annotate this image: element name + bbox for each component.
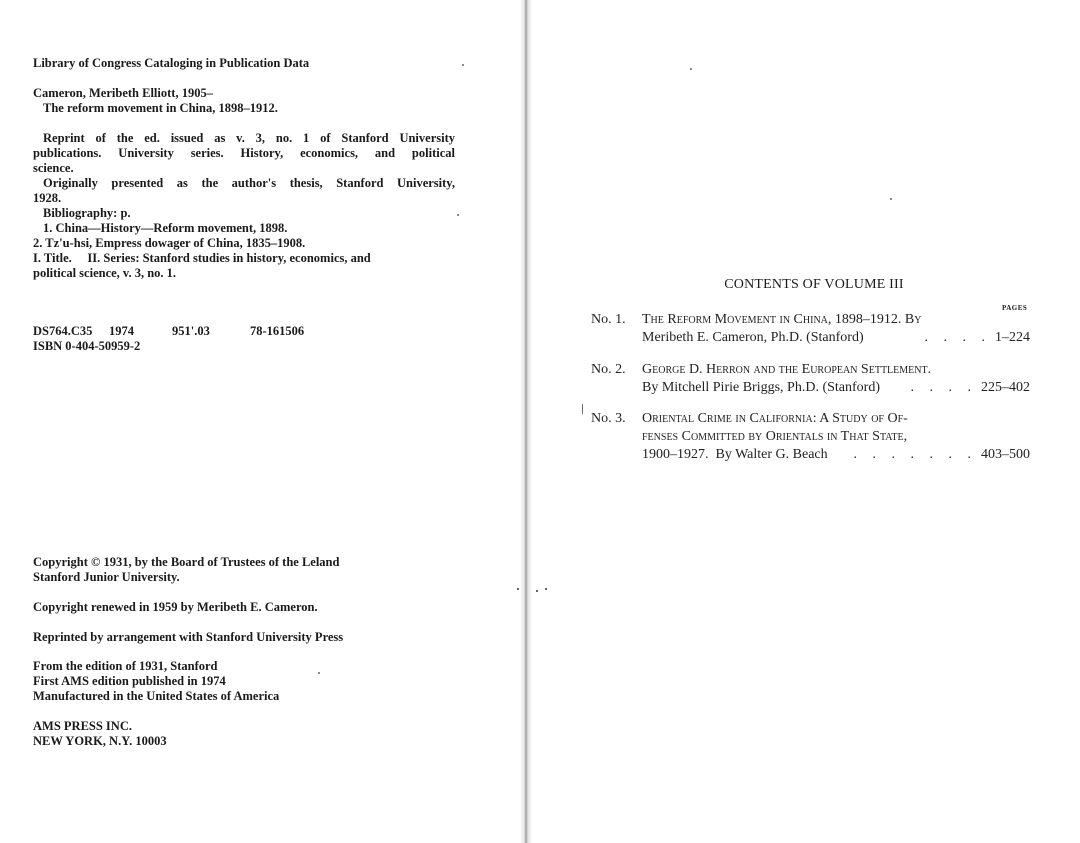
paper-speck [457,214,459,216]
reprint-notice: Reprinted by arrangement with Stanford University Press [33,630,344,644]
copyright-line: Stanford Junior University. [33,570,180,584]
copyright-line: Copyright © 1931, by the Board of Trustees of the Leland [33,555,340,569]
left-page [0,0,522,843]
edition-line: Manufactured in the United States of America [33,689,280,703]
cip-subject-2: 2. Tz'u-hsi, Empress dowager of China, 1835–1908. [33,236,306,250]
cip-note-line: Originally presented as the author's thesis, Stanford University, [43,176,455,190]
paper-speck [582,404,583,414]
entry-author-line: 1900–1927. By Walter G. Beach [642,447,828,462]
dot-leader: . . . . . . . [853,447,977,462]
entry-pages: 1–224 [995,330,1030,345]
entry-body [642,410,1030,464]
entry-number: No. 3. [591,411,626,426]
dewey-number: 951'.03 [172,324,210,338]
call-number: DS764.C35 [33,324,93,338]
isbn: ISBN 0-404-50959-2 [33,339,141,353]
book-gutter [520,0,532,843]
cip-series-cont: political science, v. 3, no. 1. [33,266,177,280]
cip-note-line: science. [33,161,74,175]
paper-speck [690,68,692,70]
cip-author: Cameron, Meribeth Elliott, 1905– [33,86,213,100]
paper-speck [890,198,892,200]
lccn: 78-161506 [250,324,305,338]
paper-speck [462,64,464,66]
entry-pages: 225–402 [981,380,1030,395]
cip-header: Library of Congress Cataloging in Publication Data [33,56,310,70]
cip-classification [33,324,353,339]
cip-subject-1: 1. China—History—Reform movement, 1898. [43,221,288,235]
entry-title-line: George D. Herron and the European Settlement. [642,362,932,377]
cip-author-block [33,86,455,116]
cip-title: The reform movement in China, 1898–1912. [43,101,278,115]
publisher-block [33,719,455,749]
right-page [532,0,1080,843]
classification-year: 1974 [109,324,134,338]
publisher-name: AMS PRESS INC. [33,719,132,733]
edition-line: From the edition of 1931, Stanford [33,659,218,673]
cip-note-line: 1928. [33,191,62,205]
dot-leader: . . . . [910,380,977,395]
edition-line: First AMS edition published in 1974 [33,674,226,688]
dot-leader: . . . . [924,330,991,345]
edition-notice [33,659,455,704]
publisher-address: NEW YORK, N.Y. 10003 [33,734,167,748]
entry-author-line: By Mitchell Pirie Briggs, Ph.D. (Stanford) [642,380,880,395]
copyright-notice [33,555,455,585]
contents-title: CONTENTS OF VOLUME III [724,277,904,292]
entry-title-line: The Reform Movement in China, 1898–1912. By [642,312,922,327]
cip-bibliography: Bibliography: p. [43,206,131,220]
cip-series: I. Title. II. Series: Stanford studies in history, economics, and [33,251,371,265]
cip-note-line: publications. University series. History, economics, and political [33,146,455,160]
entry-body [642,361,1030,397]
entry-pages: 403–500 [981,447,1030,462]
binding-speck [517,588,519,590]
copyright-renewal: Copyright renewed in 1959 by Meribeth E. Cameron. [33,600,318,614]
entry-body [642,311,1030,347]
entry-number: No. 2. [591,362,626,377]
entry-title-line: fenses Committed by Orientals in That State, [642,429,908,444]
entry-author-line: Meribeth E. Cameron, Ph.D. (Stanford) [642,330,864,345]
cip-note-line: Reprint of the ed. issued as v. 3, no. 1 of Stanford University [43,131,455,145]
paper-speck [318,672,320,674]
pages-column-label: PAGES [1002,304,1028,312]
cip-notes [33,131,455,281]
entry-title-line: Oriental Crime in California: A Study of Of- [642,411,908,426]
entry-number: No. 1. [591,312,626,327]
